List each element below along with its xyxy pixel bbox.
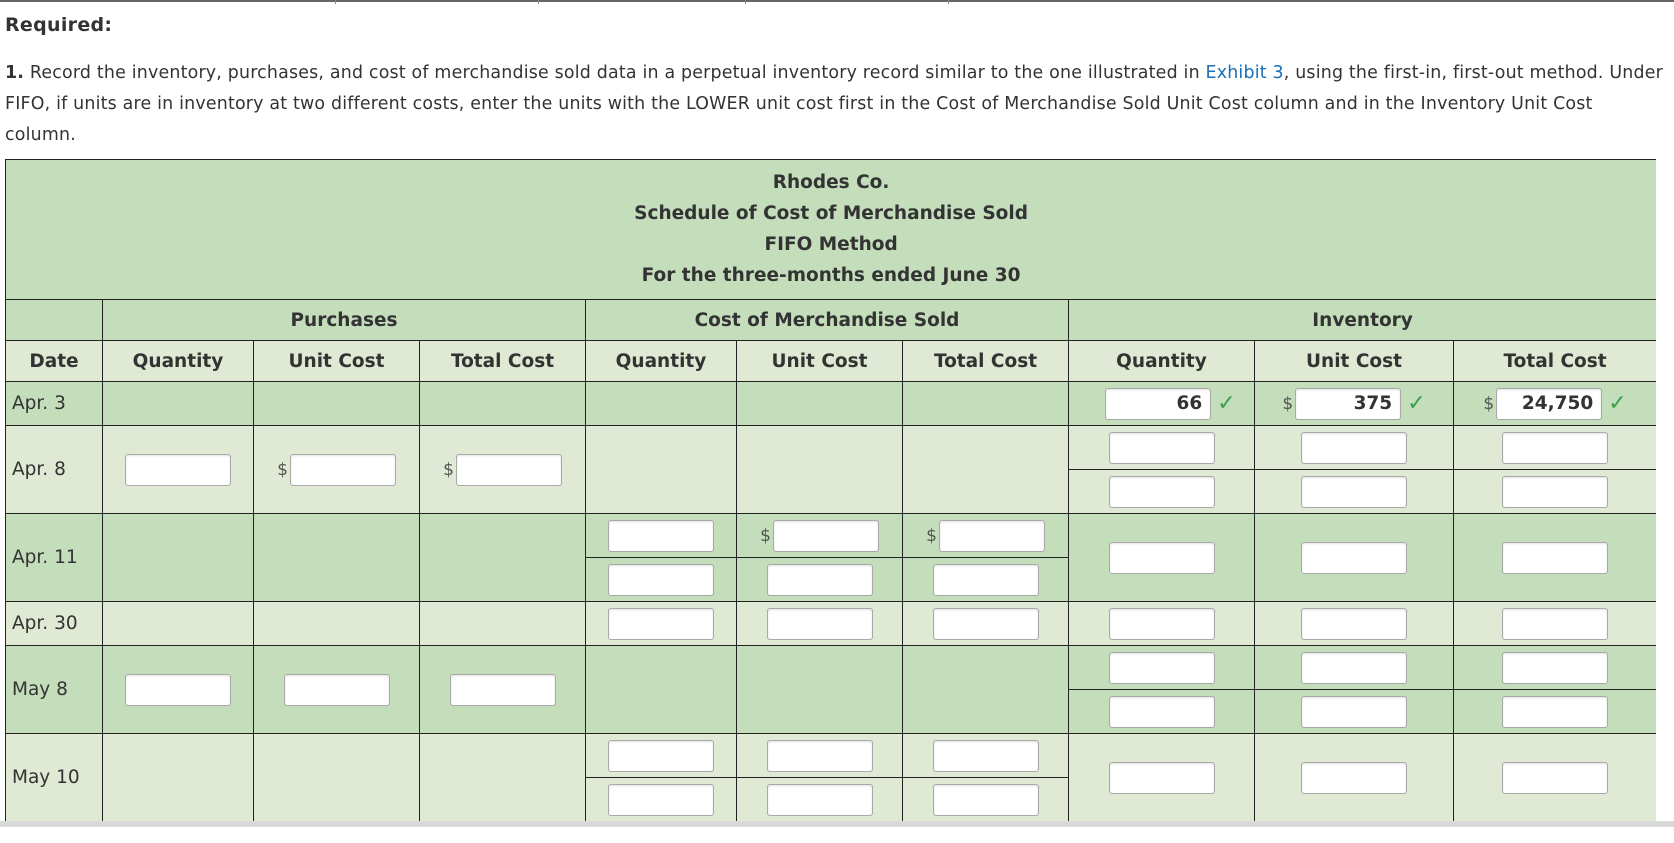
inventory-unit-cost-cell <box>1255 426 1454 470</box>
empty-cell <box>103 382 254 426</box>
purchases-quantity-input[interactable] <box>125 674 231 706</box>
inventory-unit-cost-cell <box>1255 734 1454 822</box>
inventory-total-cost-cell <box>1454 426 1657 470</box>
company-name: Rhodes Co. <box>772 172 890 193</box>
top-border <box>0 0 1674 2</box>
empty-cell <box>737 382 903 426</box>
date-cell: May 10 <box>6 734 103 822</box>
check-icon: ✓ <box>1217 391 1236 416</box>
purchases-group-header: Purchases <box>103 300 586 341</box>
cogs-total-cost-input[interactable] <box>933 784 1039 816</box>
empty-cell <box>903 426 1069 514</box>
col-header-cogs-quantity: Quantity <box>586 341 737 382</box>
inventory-total-cost-cell <box>1454 514 1657 602</box>
date-cell: Apr. 3 <box>6 382 103 426</box>
empty-cell <box>586 382 737 426</box>
cogs-quantity-input[interactable] <box>608 740 714 772</box>
inventory-total-cost-cell <box>1454 382 1657 426</box>
cogs-quantity-input[interactable] <box>608 520 714 552</box>
empty-cell <box>586 426 737 514</box>
inventory-total-cost-cell <box>1454 646 1657 690</box>
table-row-apr11 <box>6 514 1657 558</box>
cogs-quantity-cell <box>586 602 737 646</box>
cogs-group-header: Cost of Merchandise Sold <box>586 300 1069 341</box>
inventory-quantity-cell <box>1069 734 1255 822</box>
col-header-purchases-total-cost: Total Cost <box>420 341 586 382</box>
horizontal-scrollbar[interactable] <box>0 821 1674 827</box>
date-cell: May 8 <box>6 646 103 734</box>
inventory-unit-cost-input[interactable] <box>1301 476 1407 508</box>
cogs-quantity-cell <box>586 514 737 558</box>
cogs-unit-cost-input[interactable] <box>767 740 873 772</box>
empty-cell <box>254 602 420 646</box>
top-tick <box>538 0 539 4</box>
col-header-inventory-quantity: Quantity <box>1069 341 1255 382</box>
purchases-quantity-input[interactable] <box>125 454 231 486</box>
cogs-unit-cost-cell <box>737 514 903 558</box>
cogs-unit-cost-cell <box>737 778 903 822</box>
inventory-unit-cost-input[interactable] <box>1301 696 1407 728</box>
empty-cell <box>254 514 420 602</box>
inventory-unit-cost-cell <box>1255 514 1454 602</box>
empty-cell <box>254 734 420 822</box>
schedule-table <box>5 159 1656 822</box>
date-cell: Apr. 11 <box>6 514 103 602</box>
purchases-total-cost-input[interactable] <box>456 454 562 486</box>
cogs-total-cost-input[interactable] <box>939 520 1045 552</box>
inventory-quantity-input[interactable] <box>1109 432 1215 464</box>
inventory-quantity-cell <box>1069 470 1255 514</box>
date-cell: Apr. 8 <box>6 426 103 514</box>
instructions <box>5 58 1665 151</box>
inventory-unit-cost-input[interactable] <box>1301 652 1407 684</box>
cogs-quantity-cell <box>586 558 737 602</box>
dollar-sign: $ <box>1483 393 1495 414</box>
col-header-cogs-total-cost: Total Cost <box>903 341 1069 382</box>
table-row-may10 <box>6 734 1657 778</box>
inventory-unit-cost-cell <box>1255 382 1454 426</box>
method-name: FIFO Method <box>764 234 898 255</box>
top-tick <box>948 0 949 4</box>
empty-cell <box>420 602 586 646</box>
inventory-quantity-cell <box>1069 602 1255 646</box>
inventory-total-cost-input[interactable] <box>1502 608 1608 640</box>
inventory-total-cost-input[interactable] <box>1502 652 1608 684</box>
empty-cell <box>103 734 254 822</box>
group-spacer <box>6 300 103 341</box>
top-tick <box>335 0 336 4</box>
cogs-total-cost-cell <box>903 778 1069 822</box>
inventory-total-cost-input[interactable] <box>1502 696 1608 728</box>
empty-cell <box>420 734 586 822</box>
cogs-quantity-input[interactable] <box>608 784 714 816</box>
required-heading: Required: <box>5 14 113 36</box>
col-header-purchases-quantity: Quantity <box>103 341 254 382</box>
empty-cell <box>903 646 1069 734</box>
inventory-group-header: Inventory <box>1069 300 1657 341</box>
empty-cell <box>254 382 420 426</box>
empty-cell <box>103 514 254 602</box>
cogs-unit-cost-cell <box>737 558 903 602</box>
cogs-unit-cost-input[interactable] <box>773 520 879 552</box>
empty-cell <box>903 382 1069 426</box>
empty-cell <box>737 646 903 734</box>
cogs-total-cost-input[interactable] <box>933 564 1039 596</box>
schedule-title: Schedule of Cost of Merchandise Sold <box>634 203 1028 224</box>
empty-cell <box>420 514 586 602</box>
cogs-quantity-cell <box>586 778 737 822</box>
cogs-quantity-input[interactable] <box>608 564 714 596</box>
purchases-total-cost-cell <box>420 646 586 734</box>
table-row-apr3 <box>6 382 1657 426</box>
cogs-quantity-input[interactable] <box>608 608 714 640</box>
purchases-quantity-cell <box>103 426 254 514</box>
inventory-quantity-cell <box>1069 426 1255 470</box>
inventory-unit-cost-cell <box>1255 470 1454 514</box>
check-icon: ✓ <box>1608 391 1627 416</box>
inventory-quantity-cell <box>1069 690 1255 734</box>
dollar-sign: $ <box>760 525 771 546</box>
inventory-quantity-input[interactable] <box>1109 476 1215 508</box>
inventory-unit-cost-input[interactable] <box>1301 432 1407 464</box>
cogs-quantity-cell <box>586 734 737 778</box>
dollar-sign: $ <box>1282 393 1294 414</box>
purchases-total-cost-input[interactable] <box>450 674 556 706</box>
purchases-unit-cost-cell <box>254 646 420 734</box>
inventory-total-cost-cell <box>1454 690 1657 734</box>
period-label: For the three-months ended June 30 <box>641 265 1021 286</box>
inventory-total-cost-input[interactable] <box>1502 542 1608 574</box>
top-tick <box>745 0 746 4</box>
cogs-total-cost-cell <box>903 558 1069 602</box>
inventory-quantity-cell <box>1069 382 1255 426</box>
purchases-quantity-cell <box>103 646 254 734</box>
table-row-apr30 <box>6 602 1657 646</box>
table-row-may8 <box>6 646 1657 690</box>
empty-cell <box>103 602 254 646</box>
check-icon: ✓ <box>1407 391 1426 416</box>
inventory-total-cost-input[interactable] <box>1502 476 1608 508</box>
cogs-total-cost-cell <box>903 734 1069 778</box>
inventory-unit-cost-input[interactable] <box>1301 542 1407 574</box>
cogs-unit-cost-input[interactable] <box>767 608 873 640</box>
inventory-unit-cost-input[interactable] <box>1301 762 1407 794</box>
fifo-schedule <box>5 159 1656 823</box>
cogs-unit-cost-cell <box>737 734 903 778</box>
cogs-total-cost-cell <box>903 514 1069 558</box>
empty-cell <box>420 382 586 426</box>
instruction-text-continued: , using the first-in, first-out method. Under FIFO, if units are in inventory at two different costs, enter the units with the LOWER unit cost first in the Cost of Merchandise Sold Unit Cost column and in the Inventory Unit Cost column. <box>5 63 1663 145</box>
inventory-quantity-cell <box>1069 514 1255 602</box>
date-cell: Apr. 30 <box>6 602 103 646</box>
cogs-total-cost-input[interactable] <box>933 608 1039 640</box>
cogs-unit-cost-input[interactable] <box>767 564 873 596</box>
instruction-number: 1. <box>5 63 25 83</box>
inventory-unit-cost-cell <box>1255 646 1454 690</box>
purchases-unit-cost-cell <box>254 426 420 514</box>
inventory-unit-cost-input[interactable] <box>1301 608 1407 640</box>
empty-cell <box>586 646 737 734</box>
purchases-unit-cost-input[interactable] <box>284 674 390 706</box>
col-header-date: Date <box>6 341 103 382</box>
instruction-text: Record the inventory, purchases, and cost of merchandise sold data in a perpetual inventory record similar to the one illustrated in <box>24 63 1206 83</box>
table-row-apr8 <box>6 426 1657 470</box>
dollar-sign: $ <box>443 459 454 480</box>
cogs-total-cost-input[interactable] <box>933 740 1039 772</box>
inventory-total-cost-cell <box>1454 602 1657 646</box>
col-header-cogs-unit-cost: Unit Cost <box>737 341 903 382</box>
inventory-quantity-input[interactable] <box>1109 696 1215 728</box>
cogs-total-cost-cell <box>903 602 1069 646</box>
col-header-inventory-unit-cost: Unit Cost <box>1255 341 1454 382</box>
inventory-quantity-input[interactable] <box>1109 762 1215 794</box>
inventory-quantity-input[interactable] <box>1109 652 1215 684</box>
col-header-purchases-unit-cost: Unit Cost <box>254 341 420 382</box>
col-header-inventory-total-cost: Total Cost <box>1454 341 1657 382</box>
purchases-unit-cost-input[interactable] <box>290 454 396 486</box>
empty-cell <box>737 426 903 514</box>
inventory-quantity-input[interactable]: 66 <box>1105 388 1211 420</box>
inventory-quantity-cell <box>1069 646 1255 690</box>
dollar-sign: $ <box>277 459 288 480</box>
inventory-quantity-input[interactable] <box>1109 608 1215 640</box>
inventory-total-cost-input[interactable] <box>1502 432 1608 464</box>
purchases-total-cost-cell <box>420 426 586 514</box>
inventory-unit-cost-cell <box>1255 690 1454 734</box>
cogs-unit-cost-input[interactable] <box>767 784 873 816</box>
exhibit-3-link[interactable]: Exhibit 3 <box>1205 63 1284 83</box>
dollar-sign: $ <box>926 525 937 546</box>
inventory-quantity-input[interactable] <box>1109 542 1215 574</box>
inventory-total-cost-cell <box>1454 734 1657 822</box>
inventory-total-cost-input[interactable] <box>1502 762 1608 794</box>
inventory-unit-cost-cell <box>1255 602 1454 646</box>
inventory-total-cost-input[interactable]: 24,750 <box>1496 388 1602 420</box>
inventory-total-cost-cell <box>1454 470 1657 514</box>
schedule-header <box>6 160 1657 300</box>
cogs-unit-cost-cell <box>737 602 903 646</box>
inventory-unit-cost-input[interactable]: 375 <box>1295 388 1401 420</box>
